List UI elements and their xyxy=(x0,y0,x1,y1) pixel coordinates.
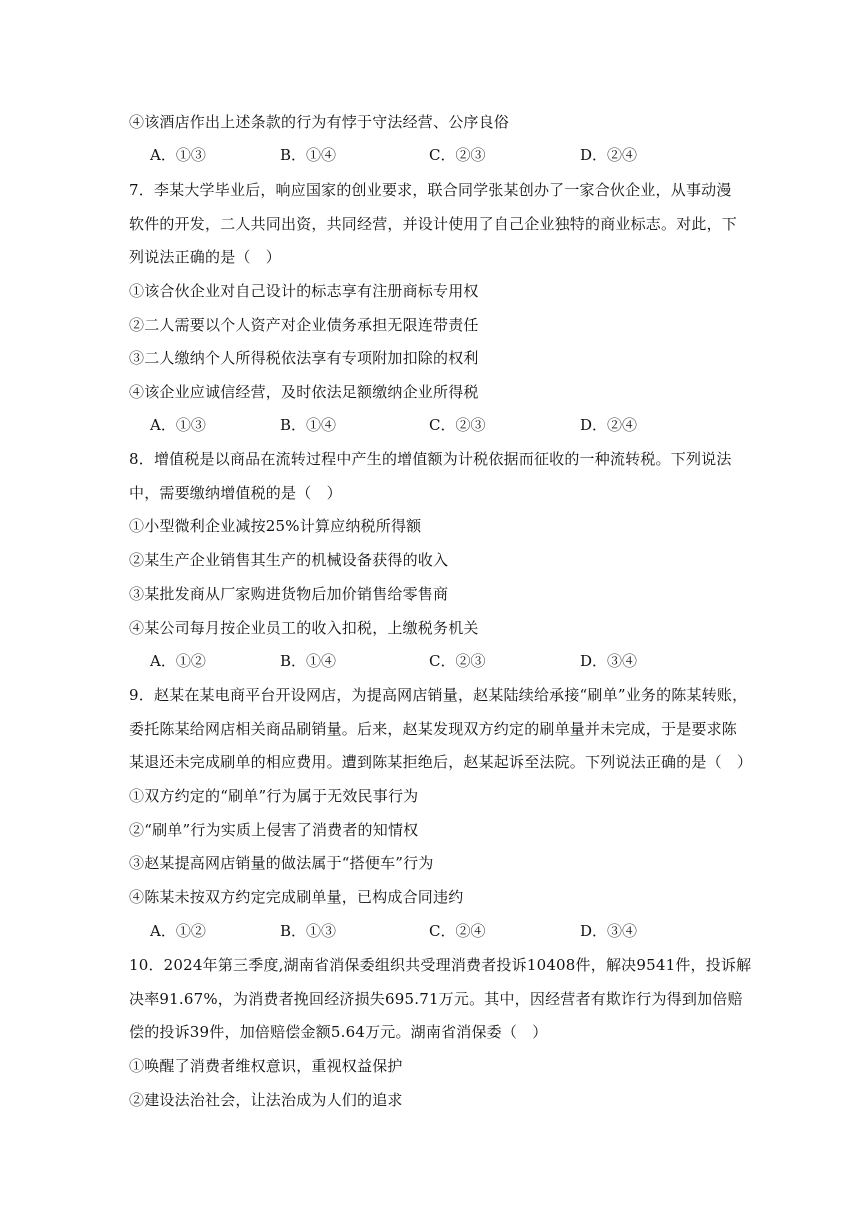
q9-stem-line-1: 9．赵某在某电商平台开设网店，为提高网店销量，赵某陆续给承接“刷单”业务的陈某转账， xyxy=(129,686,748,704)
q7-option-b: B．①④ xyxy=(280,416,337,434)
q9-option-a: A．①② xyxy=(150,922,206,940)
q6-option-c: C．②③ xyxy=(429,146,486,164)
q7-options xyxy=(150,415,710,435)
q8-item-1: ①小型微利企业减按25%计算应纳税所得额 xyxy=(129,517,422,535)
q9-item-2: ②“刷单”行为实质上侵害了消费者的知情权 xyxy=(129,821,419,839)
q7-stem-line-2: 软件的开发，二人共同出资，共同经营，并设计使用了自己企业独特的商业标志。对此，下 xyxy=(129,215,738,233)
q10-item-2: ②建设法治社会，让法治成为人们的追求 xyxy=(129,1091,403,1109)
q8-option-c: C．②③ xyxy=(429,652,486,670)
q9-item-4: ④陈某未按双方约定完成刷单量，已构成合同违约 xyxy=(129,888,464,906)
q7-item-4: ④该企业应诚信经营，及时依法足额缴纳企业所得税 xyxy=(129,383,479,401)
q7-item-1: ①该合伙企业对自己设计的标志享有注册商标专用权 xyxy=(129,282,479,300)
q9-option-d: D．③④ xyxy=(580,922,638,940)
q8-stem-line-2: 中，需要缴纳增值税的是（ ） xyxy=(129,484,342,502)
q6-options xyxy=(150,145,710,165)
q7-option-a: A．①③ xyxy=(150,416,206,434)
q9-item-3: ③赵某提高网店销量的做法属于“搭便车”行为 xyxy=(129,854,434,872)
q9-stem-line-3: 某退还未完成刷单的相应费用。遭到陈某拒绝后，赵某起诉至法院。下列说法正确的是（ ） xyxy=(129,753,753,771)
q9-item-1: ①双方约定的“刷单”行为属于无效民事行为 xyxy=(129,787,419,805)
q8-stem-line-1: 8．增值税是以商品在流转过程中产生的增值额为计税依据而征收的一种流转税。下列说法 xyxy=(129,450,732,468)
q8-option-a: A．①② xyxy=(150,652,206,670)
q8-option-d: D．③④ xyxy=(580,652,638,670)
q7-item-3: ③二人缴纳个人所得税依法享有专项附加扣除的权利 xyxy=(129,349,479,367)
q10-stem-line-1: 10．2024年第三季度,湖南省消保委组织共受理消费者投诉10408件，解决9541件，投诉解 xyxy=(129,956,752,974)
q9-options xyxy=(150,921,710,941)
q9-option-b: B．①③ xyxy=(280,922,337,940)
q7-stem-line-3: 列说法正确的是（ ） xyxy=(129,248,282,266)
q8-item-4: ④某公司每月按企业员工的收入扣税，上缴税务机关 xyxy=(129,619,479,637)
q10-stem-line-2: 决率91.67%，为消费者挽回经济损失695.71万元。其中，因经营者有欺诈行为得到加倍赔 xyxy=(129,990,743,1008)
q6-option-b: B．①④ xyxy=(280,146,337,164)
q8-item-2: ②某生产企业销售其生产的机械设备获得的收入 xyxy=(129,551,449,569)
q7-option-c: C．②③ xyxy=(429,416,486,434)
q10-stem-line-3: 偿的投诉39件，加倍赔偿金额5.64万元。湖南省消保委（ ） xyxy=(129,1023,548,1041)
q9-stem-line-2: 委托陈某给网店相关商品刷销量。后来，赵某发现双方约定的刷单量并未完成，于是要求陈 xyxy=(129,720,738,738)
q6-option-d: D．②④ xyxy=(580,146,638,164)
q10-item-1: ①唤醒了消费者维权意识，重视权益保护 xyxy=(129,1057,403,1075)
q6-option-a: A．①③ xyxy=(150,146,206,164)
q7-stem-line-1: 7．李某大学毕业后，响应国家的创业要求，联合同学张某创办了一家合伙企业，从事动漫 xyxy=(129,181,732,199)
q7-item-2: ②二人需要以个人资产对企业债务承担无限连带责任 xyxy=(129,316,479,334)
q9-option-c: C．②④ xyxy=(429,922,486,940)
q8-item-3: ③某批发商从厂家购进货物后加价销售给零售商 xyxy=(129,585,449,603)
q8-options xyxy=(150,651,710,671)
q8-option-b: B．①④ xyxy=(280,652,337,670)
q6-item-4: ④该酒店作出上述条款的行为有悖于守法经营、公序良俗 xyxy=(129,113,510,131)
q7-option-d: D．②④ xyxy=(580,416,638,434)
